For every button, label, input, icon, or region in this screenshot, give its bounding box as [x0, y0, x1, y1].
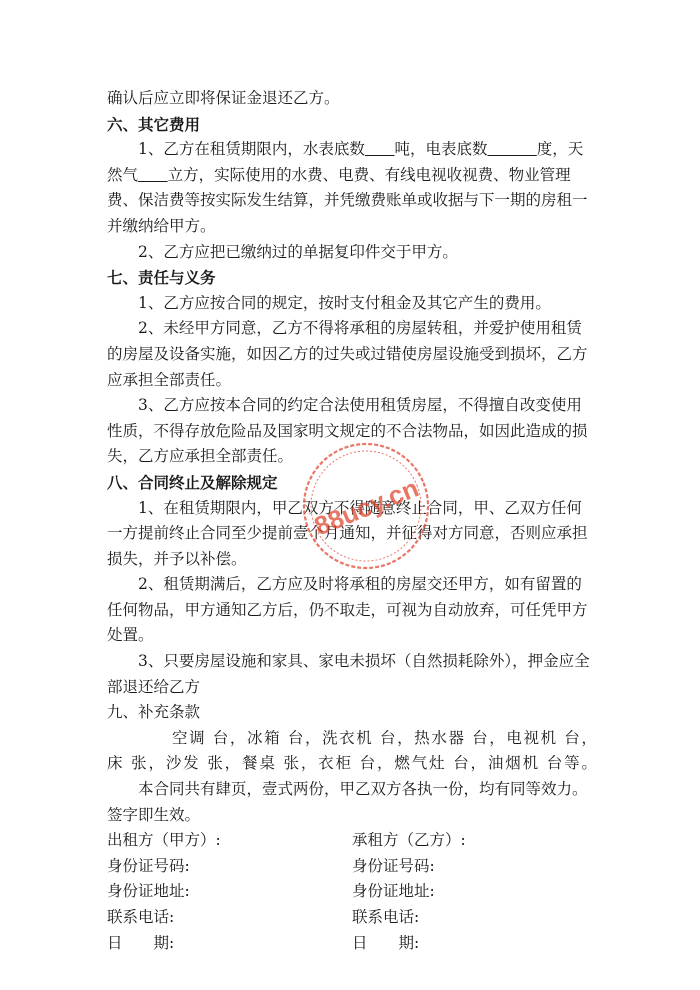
signature-row	[107, 931, 597, 957]
signature-row	[107, 879, 597, 905]
lessee-id-address: 身份证地址:	[352, 882, 435, 901]
intro-line: 确认后应立即将保证金退还乙方。	[107, 89, 340, 107]
section6-item2: 2、乙方应把已缴纳过的单据复印件交于甲方。	[138, 242, 458, 261]
section8-item1: 1、在租赁期限内，甲乙双方不得随意终止合同，甲、乙双方任何一方提前终止合同至少提前壹个月通知，并征得对方同意，否则应承担损失，并予以补偿。	[107, 498, 588, 568]
lessor-label: 出租方（甲方）:	[107, 831, 221, 850]
lessor-id-address: 身份证地址:	[107, 882, 190, 901]
lessor-date: 日 期:	[107, 933, 175, 952]
lessor-phone: 联系电话:	[107, 908, 175, 926]
watermark-text: 88ucy.cn	[310, 472, 423, 542]
furniture-line-2: 床 张，沙发 张，餐桌 张，衣柜 台，燃气灶 台，油烟机 台等。	[107, 754, 597, 773]
gas-meter-blank	[138, 166, 168, 184]
section8-item2: 2、租赁期满后，乙方应及时将承租的房屋交还甲方，如有留置的任何物品，甲方通知乙方后，仍不取走，可视为自动放弃，可任凭甲方处置。	[107, 575, 588, 645]
section8-heading: 八、合同终止及解除规定	[107, 472, 278, 492]
lessee-label: 承租方（乙方）:	[352, 831, 466, 850]
signature-row	[107, 828, 597, 854]
lessor-id-number: 身份证号码:	[107, 856, 190, 875]
signature-row	[107, 854, 597, 880]
section6-item1: 1、乙方在租赁期限内，水表底数 吨，电表底数 度，天然气 立方，实际使用的水费、电费、有线电视收视费、物业管理费、保洁费等按实际发生结算，并凭缴费账单或收据与下一期的房租一并缴纳给甲方。	[107, 140, 588, 235]
section7-heading: 七、责任与义务	[107, 268, 216, 288]
signature-block	[107, 828, 597, 956]
section6-heading: 六、其它费用	[107, 114, 201, 134]
section7-item3: 3、乙方应按本合同的约定合法使用租赁房屋，不得擅自改变使用性质，不得存放危险品及国家明文规定的不合法物品，如因此造成的损失，乙方应承担全部责任。	[107, 396, 588, 466]
section7-item2: 2、未经甲方同意，乙方不得将承租的房屋转租，并爱护使用租赁的房屋及设备实施，如因乙方的过失或过错使房屋设施受到损坏，乙方应承担全部责任。	[107, 319, 588, 389]
section7-item1: 1、乙方应按合同的规定，按时支付租金及其它产生的费用。	[138, 293, 551, 312]
lessee-id-number: 身份证号码:	[352, 856, 435, 875]
signature-row	[107, 905, 597, 931]
electric-meter-blank	[487, 140, 536, 158]
closing-clause: 本合同共有肆页，壹式两份，甲乙双方各执一份，均有同等效力。签字即生效。	[107, 780, 588, 824]
lessee-phone: 联系电话:	[352, 908, 420, 926]
lessee-date: 日 期:	[352, 933, 420, 952]
water-meter-blank	[365, 140, 395, 158]
furniture-line-1: 空调 台，冰箱 台，洗衣机 台，热水器 台，电视机 台，	[172, 728, 597, 747]
section8-item3: 3、只要房屋设施和家具、家电未损坏（自然损耗除外），押金应全部退还给乙方	[107, 652, 590, 696]
section9-heading: 九、补充条款	[107, 703, 201, 722]
